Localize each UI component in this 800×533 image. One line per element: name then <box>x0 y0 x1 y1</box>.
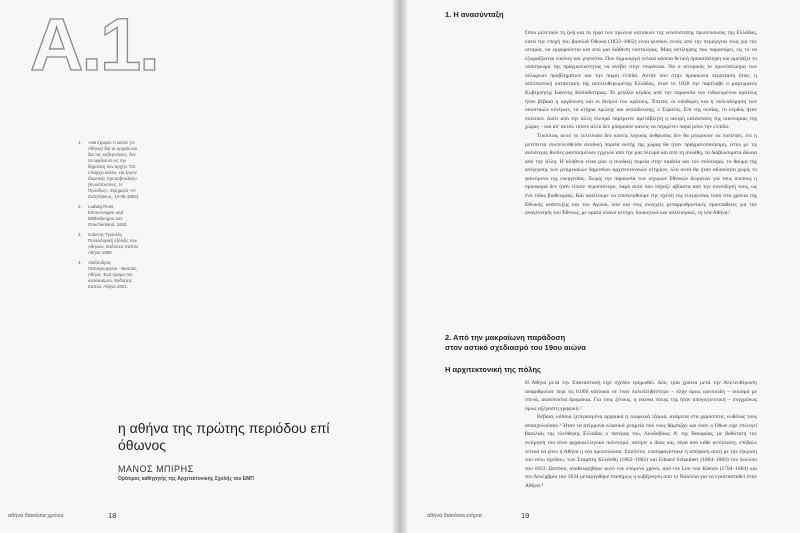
section-heading <box>445 333 586 353</box>
footnote <box>78 232 140 256</box>
footnote-text: Ludwig Ross, Erinnerungen und Mittheilungen aus Griechenland, 1863. <box>88 204 128 227</box>
footnote-number: 2. <box>78 204 82 209</box>
page-number: 19 <box>521 511 530 520</box>
chapter-number: A.1. <box>30 3 158 86</box>
footnote-text: Αλέξανδρος Παπαγεωργίου - Βενετάς, Αθήνα. Ένα όραμα του κλασικισμού, Εκδόσεις Καπόν, Αθήνα 2001. <box>88 260 138 289</box>
paragraph: Η Αθήνα μετά την Επανάσταση είχε σχεδόν ερημωθεί. Δύο, τρία χρόνια μετά την Απελευθέρωση απαριθμούσε περί τις 8.000 κάτοικοι σε έναν πολυπληθέστερο – πλην όμως ερειπιώδη – οικισμό με στενά, ακανόνιστα δρομάκια. Για τους ξένους, η εικόνα πόλης της ήταν απογοητευτική – συγχρόνως όμως αξέχαστη γραφική.² <box>525 380 757 412</box>
section-heading-line: 2. Από την μακραίωνη παράδοση <box>445 333 566 342</box>
footnote-text: «Να έχωμεν τι καλόν (Αι Αθήναι) δια τα αρχαία και δια τας κυβερνήσεις, δεν τα οφείλουσι εις την δημοτική των αρχήν. Ότι υπάρχει καλόν, εία έργον Ιδιωτικής πρωτοβουλίας» (Κωνσταντίνος, Η Πρόοδος», Εφημερίς «Η Συζητήσεως, 14-05-1893). <box>88 140 140 199</box>
paragraph: Τοιούτοις αυτό το τελευταίο δεν κανείς λογικός άνθρωπος δεν θα μπορούσε να πιστέψει, ότι η μετέπειτα συντελεσθείσα ανοδική πορεία αυτής της χώρας θα ήταν πραγματοποιήσιμη, έστω με τις αισιότερες θυσίες φαντασμένων εγχειών από την μια πλευρά και από τη συνάθη, τα διαβιώσιματα δίκαια από την άλλη. Η αλήθεια είναι μία: η ανοδική πορεία στην παιδεία και τον πολιτισμό, το θαύμα της ανέγερσης των μνημειακών δημοσίων αρχιτεκτονικών κτηρίων, όλα αυτά θα ήταν αδιανόητα χωρίς το φαινόμενο της ευεργεσίας. Χωρίς την παρουσία των ισχυρών Εθνικών δωρητών για τους οποίους η προσφορά δεν ήταν τίποτε περισσότερο, παρά αυτό που πήγαζε αβίαστα από την συνείδησή τους, ως ένα είδος βιοθεωρίας. Και οφείλουμε να επισκεφθούμε την σχέση της ευεργεσίας τόσο στα χρόνια της Εθνικής ανάπτυξης και του Αγώνα, όσο και στις συνεχείς μεταρρυθμιστικές προσπάθειες για την αναγέννηση του Έθνους, με ορατό πλάνο κέντρο, διοικητικό και πολιτισμικό, τη νέα Αθήνα.¹ <box>525 132 757 217</box>
footer-label: αθήνα διακόσια χρόνια <box>8 513 64 519</box>
subsection-heading: Η αρχιτεκτονική της πόλης <box>445 365 541 374</box>
article-title: η αθήνα της πρώτης περιόδου επί όθωνος <box>118 420 330 453</box>
book-spine <box>393 0 407 533</box>
left-page <box>0 0 393 533</box>
paragraph: Όσοι μελετούν τη ζωή και τα έργα των πρώτων κατοίκων της νεοσύστατης πρωτεύουσας της Ελλάδας, κατά την εποχή του βασιλιά Όθωνα (1832–1862) είναι φυσικό, εκτός από την περιέργεια τους για την ιστορία, να εμφορούνται και από μια διάθεση νοσταλγίας. Μιας αντίληψης που παρασύρει, εις το να εξωραΐζονται εικόνες και γεγονότα. Που δημιουργεί τελικά κάποια θετική προκατάληψη και αμετάξει το υπόστρωμα της πραγματικότητας να ανέβει στην επιφάνεια. Να ο ιστορικός το πρωτόπλασμα των πελώριων προβλημάτων και την πικρή ελπίδα. Αυτήν που στην προαιώνια περίσταση ήταν, η απελπιστική κατάσταση της απελευθερωμένης Ελλάδας, όταν το 1828 την παρέλαβε ο μαρτυρικός Κυβερνήτης Ιωάννης Καποδίστριας. Το μεγάλο κέρδος από την παρουσία του ειδικευμένου κράτους ήταν βέβαια η οργάνωση και οι θεσμοί του κράτους. Έπειτα, οι υποδομές και η πολεοδόμηση των οικιστικών κέντρων, τα κτήρια πρώτης και εκπαίδευσης, ο Στρατός. Επί της ουσίας, το κέρδος ήταν πολιτικό. Διότι από την άλλη πλευρά παρέμεινε αμετάβλητη η οικτρή κατάσταση της οικονομίας της χώρας – και απ' αυτού τίποτε άλλο δεν μπορούσε κανείς να περιμένει παρά μόνο την ελπίδα. <box>525 30 757 131</box>
footnote <box>78 204 140 228</box>
author-name: ΜΑΝΟΣ ΜΠΙΡΗΣ <box>118 464 194 474</box>
footnotes <box>78 140 140 294</box>
footnote <box>78 140 140 200</box>
page-number: 18 <box>108 511 117 520</box>
right-page <box>407 0 800 533</box>
section2-body <box>525 379 757 491</box>
section-heading: 1. Η ανασύνταξη <box>445 10 504 19</box>
paragraph: Βέβαια, κάποια ξεπερασμένα αρχαιικά ή τουρκικά τζαμιά, ανάμεσα στα χαμόσπιτα, νωθέλας τους απασχολούσαν.³ Ήταν τα ατέρμονα κλασικά μνημεία που τους θάμπιζαν και όταν ο Όθων είχε επιλεγεί βασιλιάς της ελεύθερης Ελλάδας ο πατέρας του, Λουδοβίκος Α' της Βαυαρίας, με βαθύτατη την εκτίμηση του στον αρχαιοελληνικό πολιτισμό, πάτησε ο ίδιος και, πέρα από κάθε αντίσταση, επέβαλε τελικά να γίνει η Αθήνα η νέα πρωτεύουσα. Επιπλέον, επισφραγίστηκε η απόφαση αυτή με την έγκριση του νέου σχεδίου, των Σταμάτη Κλεάνθη (1802–1862) και Eduard Schaubert (1804–1860) του Ιουλίου του 1833. Ωστόσο, αναθεωρήθηκε αυτό τον επόμενο χρόνο, από τον Leo von Klenze (1784–1864) και τον Δεκέμβριο του 1834 μεταφέρθηκε επισήμως η κυβέρνηση από το Ναύπλιο για να εγκατασταθεί στην Αθήνα.⁴ <box>525 414 757 489</box>
author-role: Ομότιμος καθηγητής της Αρχιτεκτονικής Σχολής του ΕΜΠ <box>118 476 254 482</box>
section-heading-line: στον αστικό σχεδιασμό του 19ου αιώνα <box>445 343 586 352</box>
footnote-number: 4. <box>78 260 82 265</box>
footnote-number: 3. <box>78 232 82 237</box>
footnote-number: 1. <box>78 140 82 145</box>
section1-body <box>525 29 757 218</box>
footnote <box>78 260 140 290</box>
footnote-text: Ιωάννης Τραυλός, Πολεοδομική εξέλιξις των Αθηνών, Εκδόσεις Καπόν, Αθήνα 1960. <box>88 232 140 255</box>
footer-label: αθήνα διακόσια κτήρια <box>427 513 482 519</box>
